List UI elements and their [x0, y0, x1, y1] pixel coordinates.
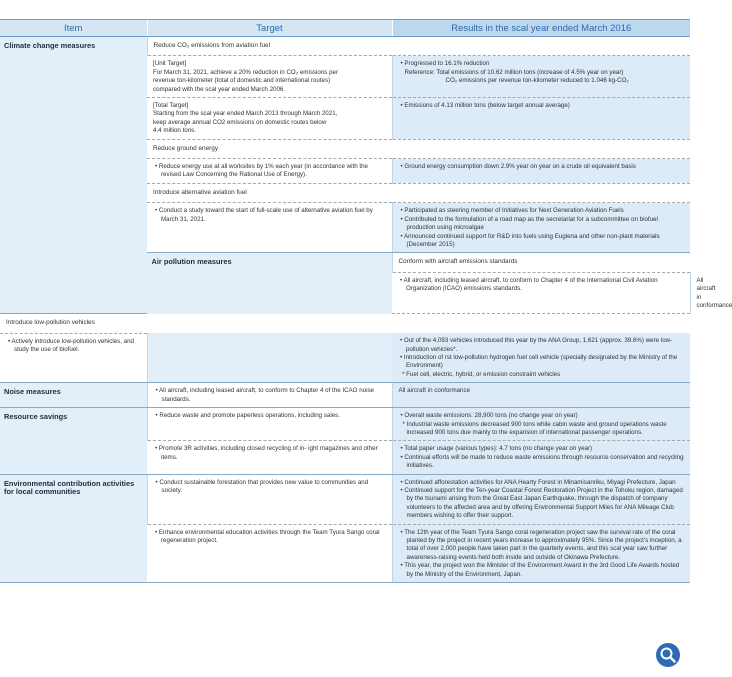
header-target: Target: [147, 20, 392, 37]
result-cell: • Overall waste emissions: 28,900 tons (no change year on year) * Industrial waste emissions decreased 900 tons while cabin waste and ground operations waste increased 900 tons due mainly to the expansion of international passenger operations.: [392, 408, 690, 441]
zoom-button[interactable]: [656, 643, 680, 667]
target-cell: • Reduce waste and promote paperless operations, including sales.: [147, 408, 392, 441]
result-cell: • Progressed to 16.1% reduction Reference: Total emissions of 10.62 million tons (increase of 4.5% year on year) CO₂ emissions per revenue ton-kilometer reduced to 1.046 kg-CO₂: [392, 56, 690, 98]
table-row: [0, 383, 690, 408]
magnifier-icon: [656, 643, 680, 667]
result-cell: All aircraft in conformance: [392, 383, 690, 408]
subheading-emissions-standards: Conform with aircraft emissions standards: [392, 253, 690, 272]
result-cell: • Participated as steering member of Initiatives for Next Generation Aviation Fuels • Contributed to the formulation of a road map as the secretariat for a subcommittee on biofuel production using microalgae • Announced continued support for R&D into fuels using Euglena and other non-plant materials (December 2015): [392, 203, 690, 253]
result-cell: • Emissions of 4.13 million tons (below target annual average): [392, 98, 690, 140]
result-cell: • Out of the 4,093 vehicles introduced this year by the ANA Group, 1,621 (approx. 39.6%) were low-pollution vehicles*. • Introduction of rst low-pollution hydrogen fuel cell vehicle (specially designated by the Ministry of the Environment) * Fuel cell, electric, hybrid, or emission constraint vehicles: [392, 333, 690, 383]
category-air-pollution: Air pollution measures: [147, 253, 392, 383]
target-cell: • Conduct sustainable forestation that provides new value to communities and society.: [147, 474, 392, 524]
subheading-ground-energy: Reduce ground energy: [147, 139, 690, 158]
category-noise: Noise measures: [0, 383, 147, 408]
target-cell: • Enhance environmental education activities through the Team Tyura Sango coral regeneration project.: [147, 524, 392, 582]
table-row: [0, 474, 690, 524]
target-cell: • Actively introduce low-pollution vehicles, and study the use of biofuel.: [0, 333, 147, 383]
environmental-targets-table: [0, 19, 732, 583]
table-row: [0, 314, 690, 333]
target-cell: • Reduce energy use at all worksites by 1% each year (in accordance with the revised Law Concerning the Rational Use of Energy).: [147, 159, 392, 184]
table-row: [0, 37, 690, 56]
target-cell: • All aircraft, including leased aircraft, to conform to Chapter 4 of the International Civil Aviation Organization (ICAO) emissions standards.: [392, 272, 690, 314]
category-resource-savings: Resource savings: [0, 408, 147, 474]
category-climate-change: Climate change measures: [0, 37, 147, 314]
category-environmental-contribution: Environmental contribution activities for local communities: [0, 474, 147, 582]
target-cell: • Conduct a study toward the start of full-scale use of alternative aviation fuel by March 31, 2021.: [147, 203, 392, 253]
target-cell: [Unit Target] For March 31, 2021, achieve a 20% reduction in CO₂ emissions per revenue ton-kilometer (total of domestic and international routes) compared with the scal year ended March 2006.: [147, 56, 392, 98]
result-cell: • Ground energy consumption down 2.9% year on year on a crude oil equivalent basis: [392, 159, 690, 184]
subheading-co2: Reduce CO₂ emissions from aviation fuel: [147, 37, 690, 56]
target-cell: [Total Target] Starting from the scal year ended March 2013 through March 2021, keep average annual CO2 emissions on domestic routes below 4.4 million tons.: [147, 98, 392, 140]
target-cell: • All aircraft, including leased aircraft, to conform to Chapter 4 of the ICAO noise standards.: [147, 383, 392, 408]
table-header-row: [0, 20, 690, 37]
target-cell: • Promote 3R activities, including closed recycling of in- ight magazines and other items.: [147, 441, 392, 474]
subheading-alternative-fuel: Introduce alternative aviation fuel: [147, 183, 690, 202]
result-cell: • Continued afforestation activities for ANA Hearty Forest in Minamisanriku, Miyagi Prefecture, Japan • Continued support for the Ten-year Coastal Forest Restoration Project in the Tohoku region, damaged by the tsunami arising from the Great East Japan Earthquake, through the dispatch of company volunteers to the affected area and by offering Environmental Support Miles for ANA Mileage Club members wishing to offer their support.: [392, 474, 690, 524]
result-cell: • Total paper usage (various types): 4.7 tons (no change year on year) • Continual efforts will be made to reduce waste emissions through resource conservation and recycling initiatives.: [392, 441, 690, 474]
table-row: • All aircraft, including leased aircraft, to conform to Chapter 4 of the International Civil Aviation Organization (ICAO) emissions standards. All aircraft in conformance: [0, 272, 690, 314]
table-row: [0, 408, 690, 441]
subheading-low-pollution-vehicles: Introduce low-pollution vehicles: [0, 314, 392, 333]
result-cell: • The 12th year of the Team Tyura Sango coral regeneration project saw the survival rate of the coral planted by the project in recent years increase to approximately 95%. Since the project’s inception, a total of over 2,000 people have taken part in the quarterly events, and this scal year saw further awareness-raising events held both inside and outside of Okinawa Prefecture. • This year, the project won the Minister of the Environment Award in the 3rd Good Life Awards hosted by the Ministry of the Environment, Japan.: [392, 524, 690, 582]
header-results: Results in the scal year ended March 2016: [392, 20, 690, 37]
header-item: Item: [0, 20, 147, 37]
